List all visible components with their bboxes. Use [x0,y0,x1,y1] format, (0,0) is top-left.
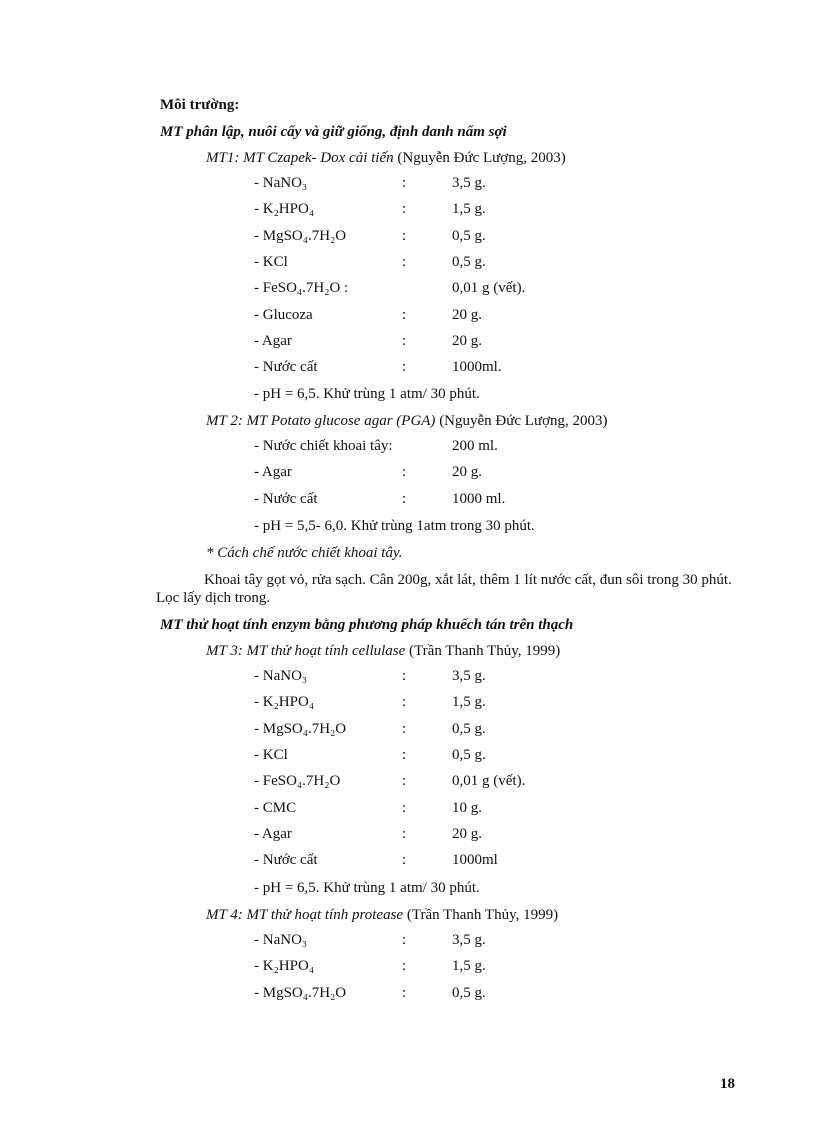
ingredient-row [0,307,816,325]
ingredient-separator: : [402,773,407,790]
ingredient-amount: 1000ml. [452,359,502,376]
mt4-title [206,906,558,924]
ingredient-amount: 20 g. [452,464,482,481]
mt3-title [206,642,560,660]
ingredient-name: - Glucoza [254,306,313,323]
ingredient-amount: 3,5 g. [452,932,486,948]
ingredient-name: - NaNO₃ [254,668,308,684]
ingredient-name: - Nước cất [254,852,318,869]
ingredient-row [0,333,816,351]
mt2-ph: - pH = 5,5- 6,0. Khử trùng 1atm trong 30 phút. [254,518,535,534]
ingredient-amount: 0,5 g. [452,746,486,763]
ingredient-amount: 0,5 g. [452,227,486,244]
ingredient-row [0,747,816,765]
mt3-citation: (Trần Thanh Thủy, 1999) [409,643,561,659]
ingredient-separator: : [402,984,407,1001]
ingredient-name: - KCl [254,253,288,270]
ingredient-amount: 0,5 g. [452,253,486,270]
ingredient-name: - K₂HPO₄ [254,694,315,711]
ingredient-separator: : [402,852,407,869]
mt1-title-italic: MT1: MT Czapek- Dox cải tiến [206,150,394,166]
note-title: * Cách chế nước chiết khoai tây. [206,545,403,561]
mt2-title [206,412,608,430]
mt1-ph: - pH = 6,5. Khử trùng 1 atm/ 30 phút. [254,386,480,402]
ingredient-amount: 0,01 g (vết). [452,773,526,790]
ingredient-amount: 200 ml. [452,438,498,454]
mt1-citation: (Nguyễn Đức Lượng, 2003) [397,150,566,166]
ingredient-row [0,464,816,482]
ingredient-amount: 0,01 g (vết). [452,280,526,297]
ingredient-amount: 20 g. [452,306,482,323]
ingredient-name: - Agar [254,825,292,842]
ingredient-row [0,254,816,272]
heading: Môi trường: [160,97,240,113]
mt1-title [206,149,566,167]
ingredient-row [0,694,816,712]
ingredient-name: - Agar [254,464,292,481]
ingredient-separator: : [402,359,407,376]
ingredient-row [0,932,816,950]
ingredient-separator: : [402,464,407,481]
ingredient-separator: : [402,490,407,507]
ingredient-name: - MgSO₄.7H₂O [254,720,347,737]
ingredient-row [0,773,816,791]
ingredient-row [0,852,816,870]
section1-title: MT phân lập, nuôi cấy và giữ giống, định danh nấm sợi [160,124,507,140]
ingredient-name: - CMC [254,799,297,816]
ingredient-name: - FeSO₄.7H₂O : [254,280,349,297]
page-number: 18 [720,1076,735,1092]
ingredient-separator: : [402,668,407,684]
ingredient-row [0,201,816,219]
ingredient-separator: : [402,306,407,323]
ingredient-separator: : [402,825,407,842]
ingredient-separator: : [402,175,407,191]
ingredient-amount: 20 g. [452,825,482,842]
ingredient-row [0,175,816,193]
mt4-citation: (Trần Thanh Thủy, 1999) [406,907,559,923]
mt4-title-italic: MT 4: MT thử hoạt tính protease [206,907,404,923]
note-text: Khoai tây gọt vỏ, rửa sạch. Cân 200g, xắt lát, thêm 1 lít nước cất, đun sôi trong 30 phút. Lọc lấy dịch trong. [156,572,732,606]
ingredient-amount: 20 g. [452,332,482,349]
ingredient-row [0,668,816,686]
ingredient-amount: 1,5 g. [452,201,486,218]
section2-title: MT thử hoạt tính enzym bằng phương pháp khuếch tán trên thạch [160,617,574,633]
ingredient-name: - FeSO₄.7H₂O [254,773,341,790]
ingredient-amount: 1,5 g. [452,958,486,975]
ingredient-amount: 3,5 g. [452,668,486,684]
ingredient-amount: 3,5 g. [452,175,486,191]
ingredient-separator: : [402,694,407,711]
ingredient-row [0,721,816,739]
ingredient-separator: : [402,720,407,737]
ingredient-name: - Nước cất [254,490,318,507]
ingredient-separator: : [402,746,407,763]
ingredient-amount: 0,5 g. [452,984,486,1001]
ingredient-name: - MgSO₄.7H₂O [254,227,347,244]
ingredient-amount: 10 g. [452,799,482,816]
ingredient-row [0,228,816,246]
ingredient-separator: : [402,932,407,948]
mt3-title-italic: MT 3: MT thử hoạt tính cellulase [206,643,406,659]
ingredient-row [0,985,816,1003]
ingredient-name: - Nước cất [254,359,318,376]
ingredient-row [0,826,816,844]
ingredient-name: - Nước chiết khoai tây: [254,438,393,454]
ingredient-row [0,800,816,818]
mt3-ph: - pH = 6,5. Khử trùng 1 atm/ 30 phút. [254,880,480,896]
ingredient-name: - Agar [254,332,292,349]
ingredient-amount: 1000 ml. [452,490,506,507]
ingredient-name: - K₂HPO₄ [254,201,315,218]
ingredient-separator: : [402,253,407,270]
ingredient-row [0,958,816,976]
ingredient-name: - NaNO₃ [254,932,308,948]
ingredient-name: - KCl [254,746,288,763]
ingredient-row [0,359,816,377]
ingredient-row [0,491,816,509]
ingredient-separator: : [402,958,407,975]
ingredient-amount: 0,5 g. [452,720,486,737]
ingredient-separator: : [402,201,407,218]
ingredient-separator: : [402,227,407,244]
ingredient-row [0,280,816,298]
ingredient-name: - MgSO₄.7H₂O [254,984,347,1001]
ingredient-separator: : [402,332,407,349]
ingredient-separator: : [402,799,407,816]
ingredient-row [0,438,816,456]
mt2-citation: (Nguyễn Đức Lượng, 2003) [439,413,608,429]
ingredient-amount: 1000ml [452,852,498,869]
ingredient-name: - NaNO₃ [254,175,308,191]
ingredient-name: - K₂HPO₄ [254,958,315,975]
ingredient-amount: 1,5 g. [452,694,486,711]
mt2-title-italic: MT 2: MT Potato glucose agar (PGA) [206,413,436,429]
